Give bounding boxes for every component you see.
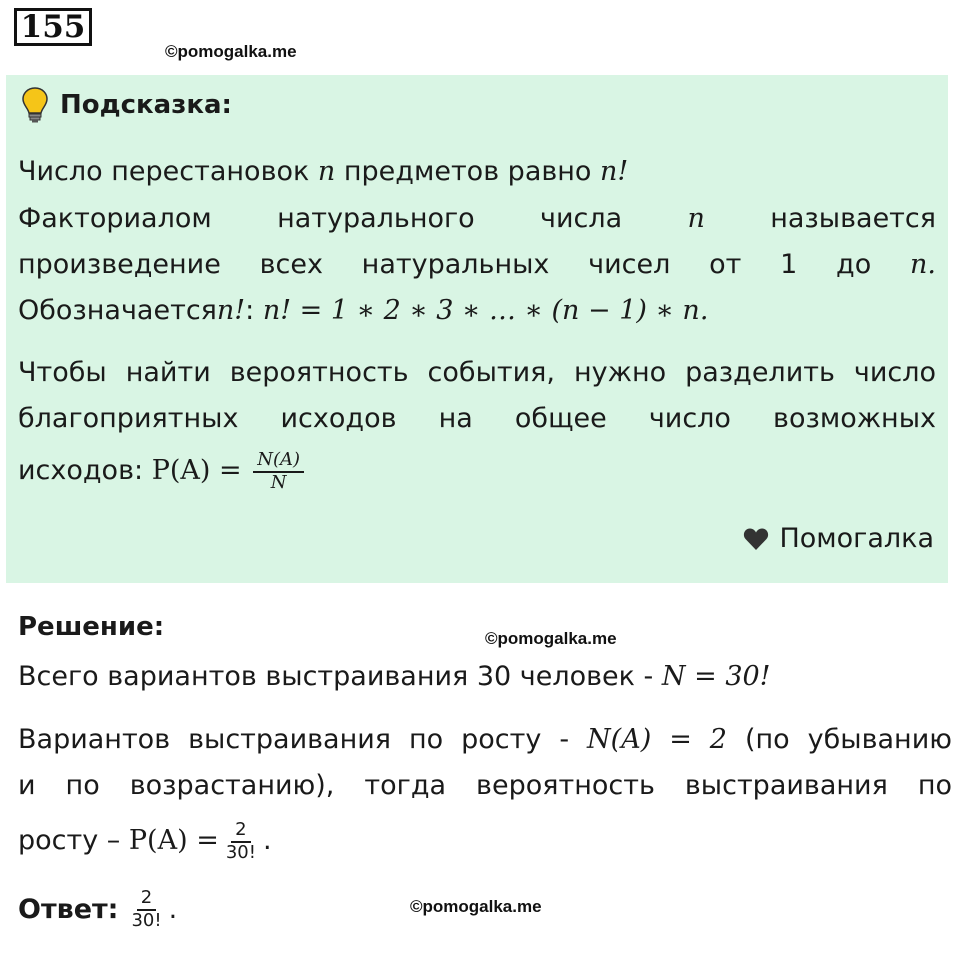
solution-line-1 (18, 653, 952, 700)
text: Факториалом (18, 203, 212, 234)
hint-line-7 (18, 441, 936, 501)
total-outcomes-formula: N = 30! (661, 661, 771, 692)
math-n: n (317, 156, 336, 187)
text: Вариантов выстраивания по росту - (18, 724, 570, 755)
text: Обозначается (18, 295, 217, 326)
hint-title-text: Подсказка: (60, 90, 232, 120)
text: Число перестановок (18, 156, 310, 187)
text: . (168, 894, 178, 926)
solution-line-3: и по возрастанию), тогда вероятность выстраивания по (18, 770, 952, 801)
fraction-numerator: 2 (137, 888, 156, 911)
text: называется (770, 203, 936, 234)
answer (18, 888, 177, 931)
brand (743, 523, 934, 554)
hint-line-1 (18, 148, 936, 195)
text: (по убыванию (744, 724, 952, 755)
probability-fraction (222, 820, 260, 863)
solution-line-4 (18, 810, 952, 872)
answer-fraction (127, 888, 165, 931)
text: : (245, 295, 255, 326)
fraction-denominator: 30! (131, 909, 162, 931)
favorable-outcomes-formula: N(A) = 2 (587, 724, 727, 755)
probability-label: P(A) = (151, 455, 242, 486)
hint-line-2 (18, 195, 936, 242)
text: . (262, 825, 272, 856)
text: исходов: (18, 455, 144, 486)
probability-fraction (253, 450, 304, 493)
text: росту – (18, 825, 121, 856)
factorial-formula: n! = 1 ∗ 2 ∗ 3 ∗ … ∗ (n − 1) ∗ n. (262, 295, 709, 326)
hint-line-5: Чтобы найти вероятность события, нужно разделить число (18, 357, 936, 388)
brand-text: Помогалка (779, 523, 934, 554)
fraction-numerator: 2 (231, 820, 250, 843)
text: натурального (277, 203, 475, 234)
probability-label: P(A) = (128, 825, 219, 856)
problem-number: 155 (14, 8, 92, 46)
answer-label: Ответ: (18, 894, 119, 926)
fraction-denominator: N (270, 471, 287, 493)
math-factorial: n! (600, 156, 629, 187)
math-n: n. (910, 249, 936, 280)
text: произведение всех натуральных чисел от 1 до (18, 249, 872, 280)
hint-title (20, 85, 232, 125)
lightbulb-icon (20, 86, 50, 124)
fraction-denominator: 30! (225, 841, 256, 863)
hint-line-6: благоприятных исходов на общее число возможных (18, 403, 936, 434)
hint-line-3 (18, 241, 936, 288)
watermark-middle: ©pomogalka.me (485, 629, 617, 648)
heart-icon (743, 527, 769, 551)
watermark-top: ©pomogalka.me (165, 42, 297, 61)
solution-line-2 (18, 716, 952, 763)
hint-line-4 (18, 287, 936, 334)
text: Всего вариантов выстраивания 30 человек - (18, 661, 654, 692)
solution-title: Решение: (18, 612, 165, 642)
text: числа (540, 203, 623, 234)
watermark-bottom: ©pomogalka.me (410, 897, 542, 916)
text: предметов равно (343, 156, 592, 187)
hint-box (6, 75, 948, 583)
math-factorial: n! (216, 295, 246, 326)
fraction-numerator: N(A) (253, 450, 304, 473)
math-n: n (687, 203, 705, 234)
